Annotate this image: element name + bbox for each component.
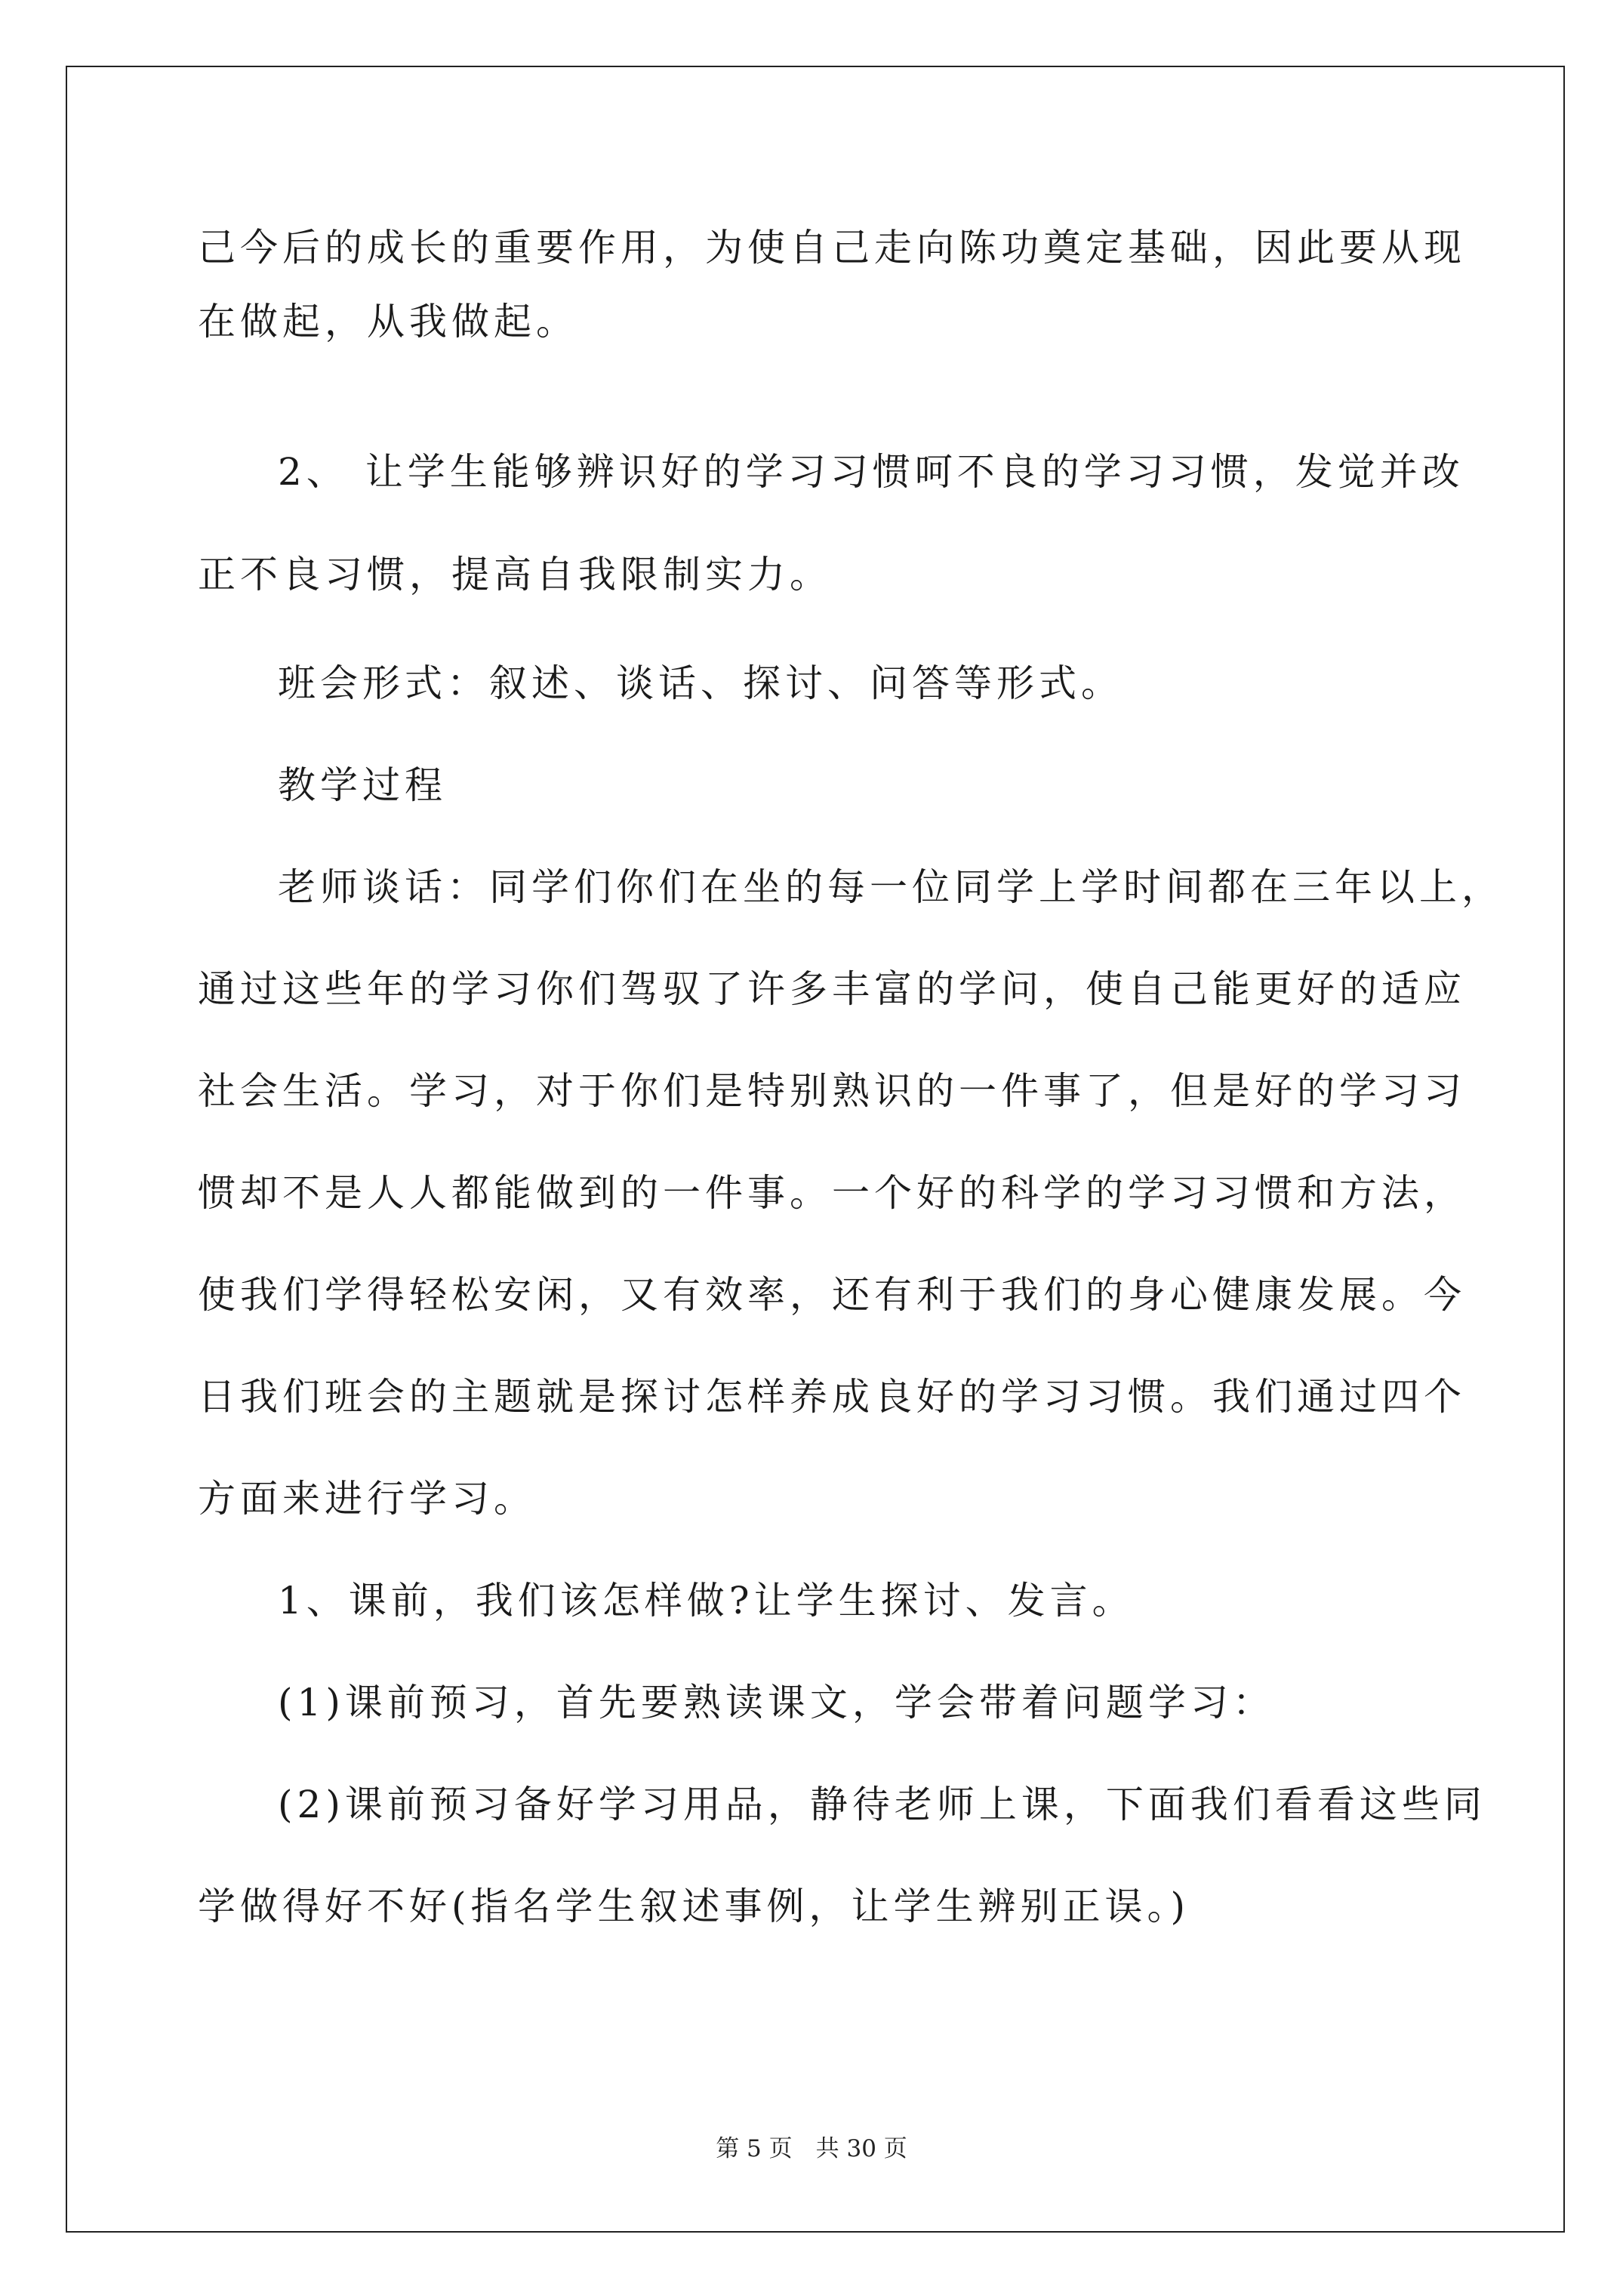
text-line: 学做得好不好(指名学生叙述事例，让学生辨别正误。) (198, 1885, 1190, 1928)
text-line: (2)课前预习备好学习用品，静待老师上课，下面我们看看这些同 (278, 1783, 1486, 1826)
page-number: 第 5 页 共 30 页 (716, 2135, 907, 2162)
text-line: 使我们学得轻松安闲，又有效率，还有利于我们的身心健康发展。今 (198, 1273, 1466, 1317)
text-line: 1、课前，我们该怎样做?让学生探讨、发言。 (278, 1579, 1135, 1623)
text-line: 方面来进行学习。 (198, 1477, 536, 1521)
text-line: 在做起，从我做起。 (198, 300, 578, 344)
text-line: 通过这些年的学习你们驾驭了许多丰富的学问，使自己能更好的适应 (198, 967, 1466, 1011)
text-line: 己今后的成长的重要作用，为使自己走向陈功奠定基础，因此要从现 (198, 226, 1466, 270)
text-line: (1)课前预习，首先要熟读课文，学会带着问题学习： (278, 1681, 1275, 1724)
text-line: 社会生活。学习，对于你们是特别熟识的一件事了，但是好的学习习 (198, 1069, 1466, 1113)
text-line: 惯却不是人人都能做到的一件事。一个好的科学的学习习惯和方法， (198, 1171, 1466, 1215)
text-line: 2、 让学生能够辨识好的学习习惯呵不良的学习习惯，发觉并改 (278, 450, 1464, 494)
text-line: 老师谈话：同学们你们在坐的每一位同学上学时间都在三年以上， (278, 865, 1504, 909)
text-line: 班会形式：叙述、谈话、探讨、问答等形式。 (278, 661, 1123, 705)
text-line: 日我们班会的主题就是探讨怎样养成良好的学习习惯。我们通过四个 (198, 1375, 1466, 1419)
section-heading: 教学过程 (278, 763, 447, 807)
text-line: 正不良习惯，提高自我限制实力。 (198, 553, 832, 596)
